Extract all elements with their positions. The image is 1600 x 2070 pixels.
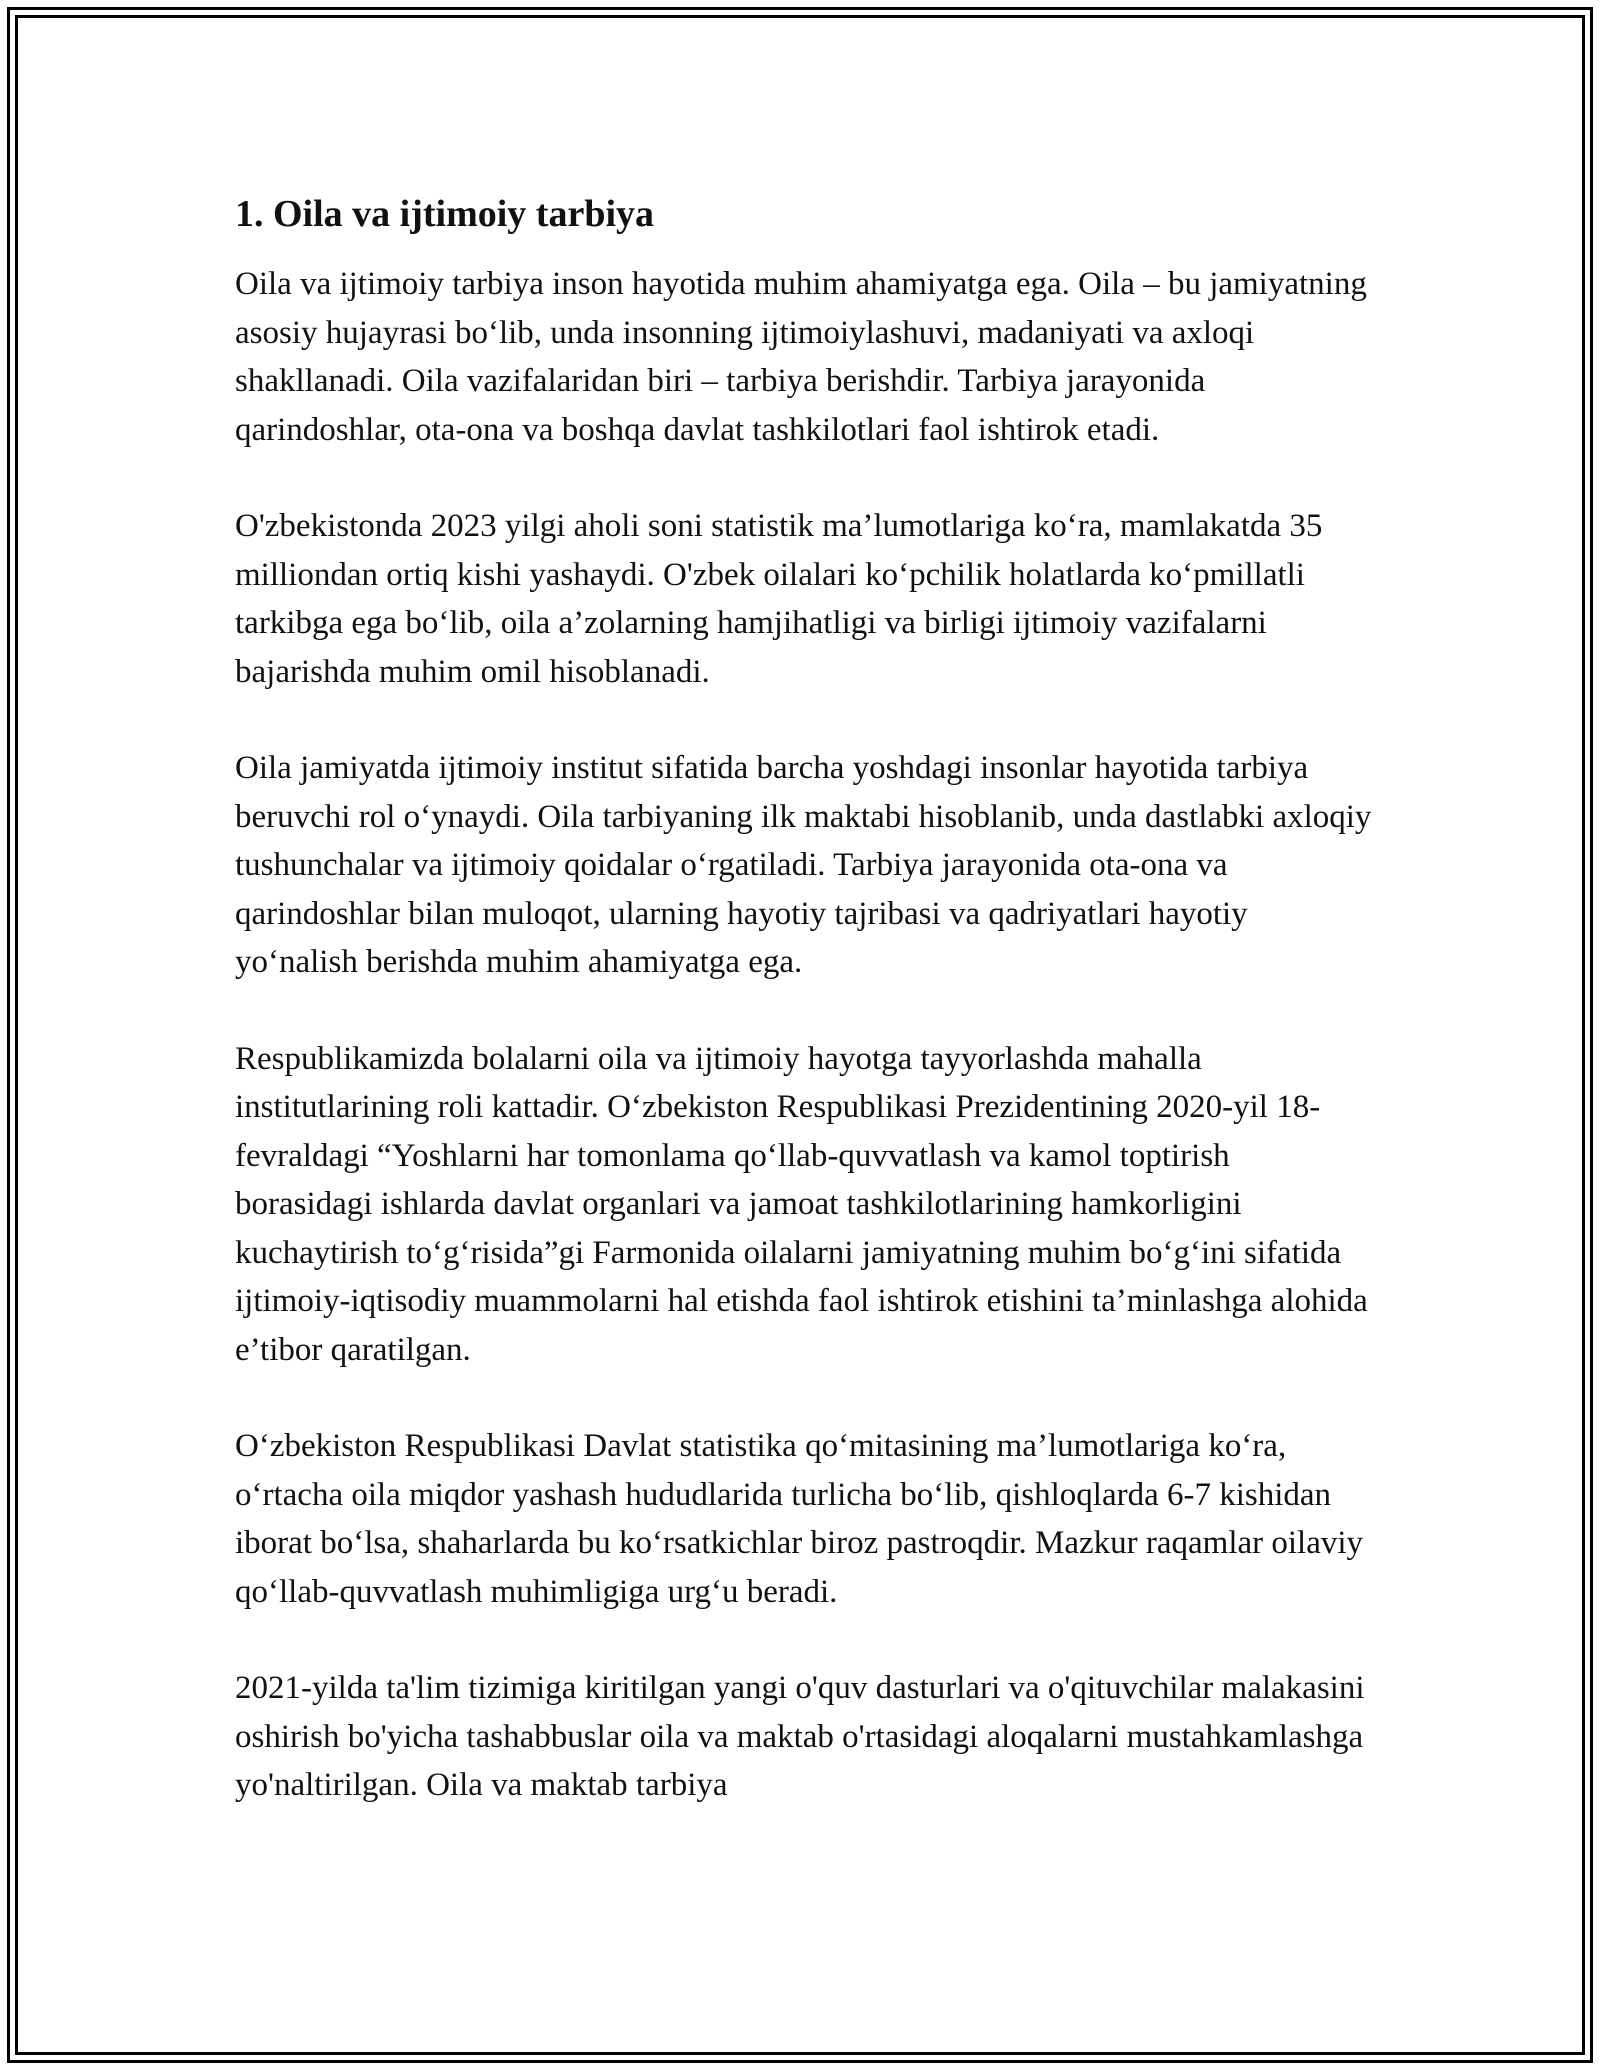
paragraph-3: Oila jamiyatda ijtimoiy institut sifatida barcha yoshdagi insonlar hayotida tarbiya beruvchi rol o‘ynaydi. Oila tarbiyaning ilk maktabi hisoblanib, unda dastlabki axloqiy tushunchalar va ijtimoiy qoidalar o‘rgatiladi. Tarbiya jarayonida ota-ona va qarindoshlar bilan muloqot, ularning hayotiy tajribasi va qadriyatlari hayotiy yo‘nalish berishda muhim ahamiyatga ega. <box>235 750 1372 980</box>
paragraph-1: Oila va ijtimoiy tarbiya inson hayotida muhim ahamiyatga ega. Oila – bu jamiyatning asosiy hujayrasi bo‘lib, unda insonning ijtimoiylashuvi, madaniyati va axloqi shakllanadi. Oila vazifalaridan biri – tarbiya berishdir. Tarbiya jarayonida qarindoshlar, ota-ona va boshqa davlat tashkilotlari faol ishtirok etadi. <box>235 266 1367 448</box>
paragraph-4: Respublikamizda bolalarni oila va ijtimoiy hayotga tayyorlashda mahalla institutlarining roli kattadir. O‘zbekiston Respublikasi Prezidentining 2020-yil 18-fevraldagi “Yoshlarni har tomonlama qo‘llab-quvvatlash va kamol toptirish borasidagi ishlarda davlat organlari va jamoat tashkilotlarining hamkorligini kuchaytirish to‘g‘risida”gi Farmonida oilalarni jamiyatning muhim bo‘g‘ini sifatida ijtimoiy-iqtisodiy muammolarni hal etishda faol ishtirok etishini ta’minlashga alohida e’tibor qaratilgan. <box>235 1040 1368 1368</box>
paragraph-2: O'zbekistonda 2023 yilgi aholi soni statistik ma’lumotlariga ko‘ra, mamlakatda 35 milliondan ortiq kishi yashaydi. O'zbek oilalari ko‘pchilik holatlarda ko‘pmillatli tarkibga ega bo‘lib, oila a’zolarning hamjihatligi va birligi ijtimoiy vazifalarni bajarishda muhim omil hisoblanadi. <box>235 508 1323 690</box>
document-body <box>235 188 1375 1858</box>
paragraph-6: 2021-yilda ta'lim tizimiga kiritilgan yangi o'quv dasturlari va o'qituvchilar malakasini oshirish bo'yicha tashabbuslar oila va maktab o'rtasidagi aloqalarni mustahkamlashga yo'naltirilgan. Oila va maktab tarbiya <box>235 1670 1365 1803</box>
section-heading: 1. Oila va ijtimoiy tarbiya <box>235 193 655 235</box>
paragraph-5: O‘zbekiston Respublikasi Davlat statistika qo‘mitasining ma’lumotlariga ko‘ra, o‘rtacha oila miqdor yashash hududlarida turlicha bo‘lib, qishloqlarda 6-7 kishidan iborat bo‘lsa, shaharlarda bu ko‘rsatkichlar biroz pastroqdir. Mazkur raqamlar oilaviy qo‘llab-quvvatlash muhimligiga urg‘u beradi. <box>235 1428 1364 1610</box>
